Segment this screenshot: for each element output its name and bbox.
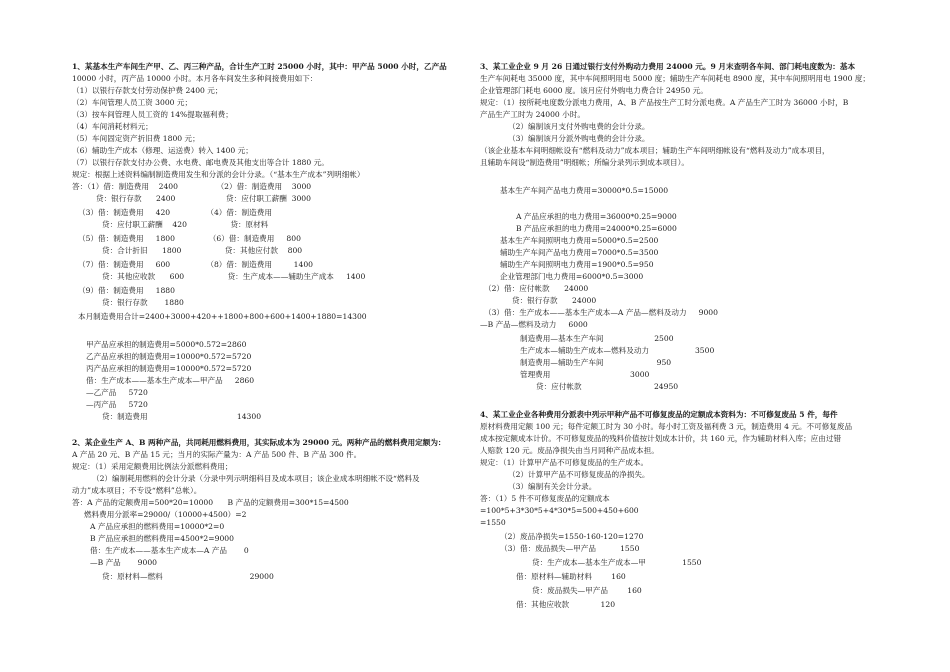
text-line: 贷：制造费用 14300	[102, 412, 262, 421]
text-line: 贷：生产成本—基本生产成本—甲 1550	[532, 558, 702, 567]
text-line: 答：A 产品的定额费用=500*20=10000 B 产品的定额费用=300*15=4500	[72, 498, 349, 507]
text-line: （2）借：应付帐款 24000	[484, 284, 589, 293]
text-line: 基本生产车间产品电力费用=30000*0.5=15000	[500, 186, 669, 195]
text-line: 规定：（1）采用定额费用比例法分派燃料费用；	[72, 462, 233, 471]
text-line: —乙产品 5720	[86, 388, 148, 397]
text-line: 贷：银行存款 1880	[102, 298, 184, 307]
text-line: A 产品 20 元、B 产品 15 元；当月的实际产量为：A 产品 500 件、B 产品 300 件。	[72, 450, 362, 459]
text-line: —B 产品—燃料及动力 6000	[480, 320, 588, 329]
text-line: （3）编制该月分派外购电费的会计分录。	[508, 134, 650, 143]
text-line: 1、某基本生产车间生产甲、乙、丙三种产品，合计生产工时 25000 小时，其中：甲产品 5000 小时，乙产品	[72, 62, 447, 71]
text-line: 生产车间耗电 35000 度，其中车间照明用电 5000 度；辅助生产车间耗电 8900 度，其中车间照明用电 1900 度；	[480, 74, 871, 83]
text-line: （2）编制该月支付外购电费的会计分录。	[508, 122, 650, 131]
text-line: A 产品应承担的电力费用=36000*0.25=9000	[516, 212, 677, 221]
text-line: B 产品应承担的电力费用=24000*0.25=6000	[516, 224, 677, 233]
text-line: （4）车间消耗材料元；	[72, 122, 153, 131]
text-line: 贷：银行存款 24000	[512, 296, 597, 305]
text-line: （7）借：制造费用 600 （8）借：制造费用 1400	[78, 260, 313, 269]
text-line: 管理费用 3000	[520, 370, 650, 379]
text-line: （3）借：制造费用 420 （4）借：制造费用	[78, 208, 272, 217]
text-line: 辅助生产车间产品电力费用=7000*0.5=3500	[500, 248, 659, 257]
text-line: 规定：根据上述资料编制制造费用发生和分派的会计分录。（“基本生产成本”列明细帐）	[72, 170, 365, 179]
text-line: 规定：（1）计算甲产品不可修复废品的生产成本。	[480, 458, 649, 467]
text-line: 贷：应付帐款 24950	[536, 382, 679, 391]
text-line: 生产成本—辅助生产成本—燃料及动力 3500	[520, 346, 715, 355]
text-line: 规定：（1）按所耗电度数分派电力费用，A、B 产品按生产工时分派电费。A 产品生产工时为 36000 小时，B	[480, 98, 849, 107]
text-line: 人赔款 120 元。废品净损失由当月同种产品成本担。	[480, 446, 659, 455]
text-line: 本月制造费用合计=2400+3000+420++1800+800+600+1400+1880=14300	[78, 312, 367, 321]
text-line: 辅助生产车间照明电力费用=1900*0.5=950	[500, 260, 654, 269]
text-line: 成本按定额成本计价。不可修复废品的残料价值按计划成本计价，共 160 元，作为辅助材料入库；应由过错	[480, 434, 842, 443]
text-line: 4、某工业企业各种费用分派表中列示甲种产品不可修复废品的定额成本资料为：不可修复废品 5 件，每件	[480, 410, 838, 419]
text-line: （2）计算甲产品不可修复废品的净损失。	[508, 470, 650, 479]
text-line: 产品生产工时为 24000 小时。	[480, 110, 585, 119]
text-line: 动力”成本项目；不专设“燃料”总帐）。	[72, 486, 202, 495]
text-line: （2）废品净损失=1550-160-120=1270	[500, 532, 644, 541]
text-line: 制造费用—基本生产车间 2500	[520, 334, 674, 343]
text-line: 丙产品应承担的制造费用=10000*0.572=5720	[86, 364, 252, 373]
text-line: （3）按车间管理人员工资的 14%提取福利费；	[72, 110, 233, 119]
text-line: （3）借：废品损失—甲产品 1550	[500, 544, 640, 553]
text-line: （2）车间管理人员工资 3000 元；	[72, 98, 193, 107]
text-line: （3）编制有关会计分录。	[508, 482, 597, 491]
text-line: 企业管理部门电力费用=6000*0.5=3000	[500, 272, 644, 281]
text-line: 10000 小时，丙产品 10000 小时。本月各车间发生多种间接费用如下：	[72, 74, 318, 83]
text-line: 借：其他应收款 120	[516, 600, 616, 609]
text-line: —丙产品 5720	[86, 400, 148, 409]
text-line: 答：（1）5 件不可修复废品的定额成本	[480, 494, 610, 503]
text-line: 贷：其他应收款 600 贷：生产成本——辅助生产成本 1400	[102, 272, 366, 281]
text-line: 燃料费用分派率=29000/（10000+4500）=2	[84, 510, 247, 519]
text-line: 借：生产成本——基本生产成本—甲产品 2860	[86, 376, 255, 385]
text-line: =100*5+3*30*5+4*30*5=500+450+600	[480, 506, 639, 515]
text-line: 原材料费用定额 100 元；每件定额工时为 30 小时。每小时工资及福利费 3 元，制造费用 4 元。不可修复废品	[480, 422, 853, 431]
text-line: （7）以银行存款支付办公费、水电费、邮电费及其他支出等合计 1880 元。	[72, 158, 329, 167]
text-line: （2）编制耗用燃料的会计分录（分录中列示明细科目及成本项目；该企业成本明细帐不设“燃料及	[92, 474, 420, 483]
text-line: 2、某企业生产 A、B 两种产品，共同耗用燃料费用，其实际成本为 29000 元。两种产品的燃料费用定额为：	[72, 438, 446, 447]
text-line: 贷：银行存款 2400 贷：应付职工薪酬 3000	[96, 194, 311, 203]
text-line: 贷：原材料—燃料 29000	[102, 572, 274, 581]
text-line: 贷：合计折旧 1800 贷：其他应付款 800	[102, 246, 303, 255]
text-line: 借：生产成本——基本生产成本—A 产品 0	[90, 546, 249, 555]
text-line: 制造费用—辅助生产车间 950	[520, 358, 672, 367]
text-line: （3）借：生产成本——基本生产成本—A 产品—燃料及动力 9000	[484, 308, 718, 317]
text-line: 答：（1）借：制造费用 2400 （2）借：制造费用 3000	[72, 182, 312, 191]
text-line: 企业管理部门耗电 6000 度。该月应付外购电力费合计 24950 元。	[480, 86, 708, 95]
text-line: （9）借：制造费用 1880	[78, 286, 175, 295]
text-line: 借：原材料—辅助材料 160	[516, 572, 626, 581]
text-line: 甲产品应承担的制造费用=5000*0.572=2860	[86, 340, 247, 349]
text-line: 乙产品应承担的制造费用=10000*0.572=5720	[86, 352, 252, 361]
text-line: 基本生产车间照明电力费用=5000*0.5=2500	[500, 236, 659, 245]
text-line: 3、某工业企业 9 月 26 日通过银行支付外购动力费用 24000 元。9 月末查明各车间、部门耗电度数为：基本	[480, 62, 856, 71]
text-line: A 产品应承担的燃料费用=10000*2=0	[90, 522, 225, 531]
text-line: （1）以银行存款支付劳动保护费 2400 元；	[72, 86, 223, 95]
text-line: （5）借：制造费用 1800 （6）借：制造费用 800	[78, 234, 301, 243]
text-line: （6）辅助生产成本（修理、运送费）转入 1400 元；	[72, 146, 253, 155]
text-line: 且辅助车间设“制造费用”明细帐；所编分录列示到成本项目）。	[480, 158, 689, 167]
text-line: =1550	[480, 518, 506, 527]
text-line: （5）车间固定资产折旧费 1800 元；	[72, 134, 200, 143]
text-line: B 产品应承担的燃料费用=4500*2=9000	[90, 534, 234, 543]
text-line: 贷：废品损失—甲产品 160	[532, 586, 642, 595]
text-line: —B 产品 9000	[90, 558, 157, 567]
text-line: （该企业基本车间明细帐设有“燃料及动力”成本项目；辅助生产车间明细帐设有“燃料及动力”成本项目，	[480, 146, 830, 155]
text-line: 贷：应付职工薪酬 420 贷：原材料	[102, 220, 269, 229]
